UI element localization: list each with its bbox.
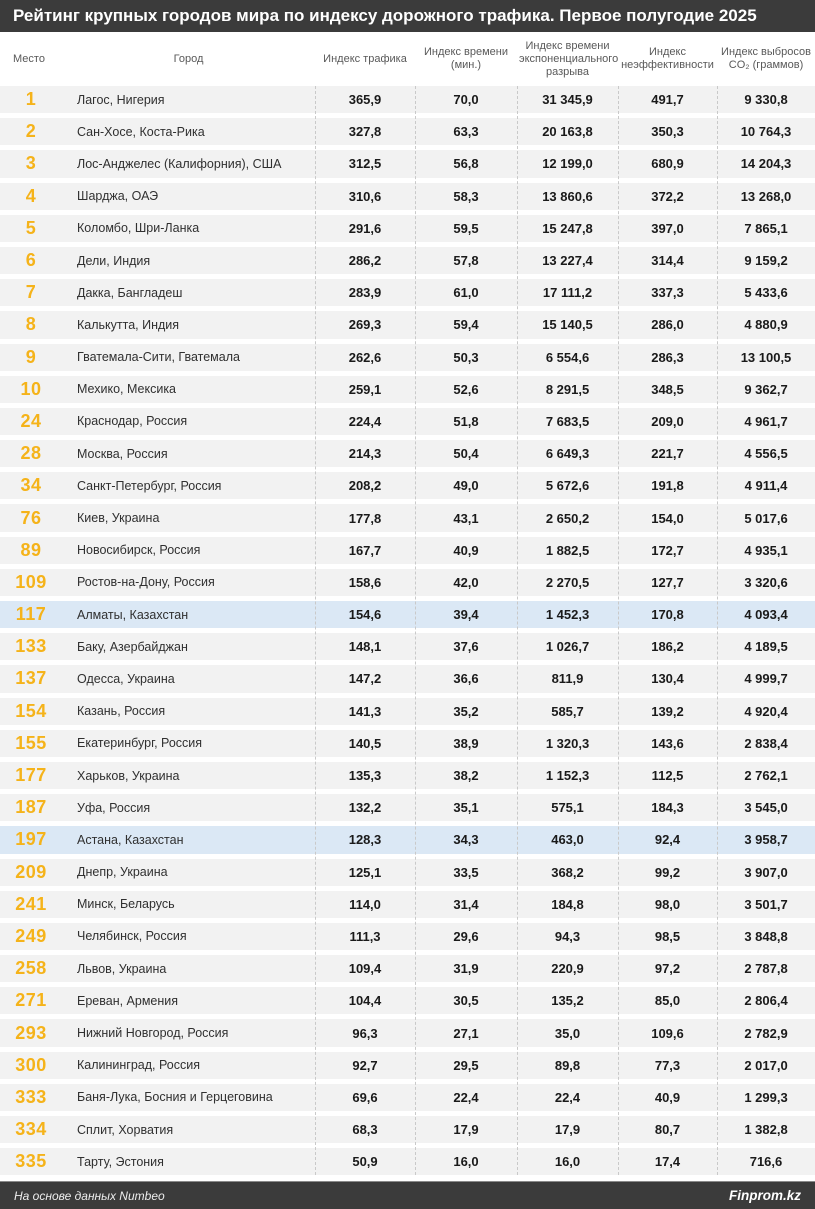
traffic-index-cell: 135,3 [348, 768, 382, 784]
co2-index-cell: 4 911,4 [744, 478, 788, 494]
table-row [0, 440, 815, 467]
city-cell: Дели, Индия [77, 253, 151, 268]
inefficiency-index-cell: 99,2 [654, 864, 681, 880]
co2-index-cell: 3 320,6 [744, 574, 788, 590]
column-header-time-index: Индекс времени (мин.) [424, 46, 508, 71]
co2-index-cell: 4 880,9 [744, 317, 788, 333]
time-index-cell: 42,0 [453, 574, 479, 590]
traffic-index-cell: 310,6 [348, 188, 382, 204]
table-row [0, 1116, 815, 1143]
co2-index-cell: 4 189,5 [744, 639, 788, 655]
time-index-cell: 59,4 [453, 317, 479, 333]
time-index-cell: 33,5 [453, 864, 479, 880]
city-cell: Харьков, Украина [77, 768, 180, 783]
traffic-index-cell: 291,6 [348, 220, 382, 236]
table-row [0, 633, 815, 660]
inefficiency-index-cell: 85,0 [654, 993, 681, 1009]
inefficiency-index-cell: 172,7 [651, 542, 684, 558]
table-row [0, 118, 815, 145]
rank-cell: 271 [15, 990, 47, 1011]
data-source-note: На основе данных Numbeo [14, 1188, 165, 1203]
footer [0, 1181, 815, 1209]
city-cell: Баку, Азербайджан [77, 639, 188, 654]
inefficiency-index-cell: 186,2 [651, 639, 684, 655]
co2-index-cell: 2 017,0 [744, 1057, 788, 1073]
time-exp-index-cell: 368,2 [551, 864, 584, 880]
city-cell: Шарджа, ОАЭ [77, 189, 159, 204]
table-body [0, 86, 815, 1175]
time-index-cell: 57,8 [453, 253, 479, 269]
traffic-index-cell: 125,1 [348, 864, 382, 880]
time-index-cell: 50,3 [453, 349, 479, 365]
co2-index-cell: 2 787,8 [744, 961, 788, 977]
co2-index-cell: 2 762,1 [744, 768, 788, 784]
column-header-time-exp-index: Индекс времени экспоненциального разрыва [519, 39, 619, 78]
traffic-index-cell: 141,3 [348, 703, 382, 719]
traffic-index-cell: 177,8 [348, 510, 382, 526]
co2-index-cell: 10 764,3 [740, 124, 792, 140]
traffic-index-cell: 269,3 [348, 317, 382, 333]
traffic-index-cell: 312,5 [348, 156, 382, 172]
co2-index-cell: 2 806,4 [744, 993, 788, 1009]
table-row [0, 955, 815, 982]
time-exp-index-cell: 1 026,7 [545, 639, 590, 655]
time-exp-index-cell: 94,3 [554, 928, 581, 944]
time-exp-index-cell: 35,0 [554, 1025, 581, 1041]
rank-cell: 76 [20, 507, 42, 528]
time-index-cell: 56,8 [453, 156, 479, 172]
time-exp-index-cell: 5 672,6 [545, 478, 590, 494]
traffic-index-cell: 104,4 [348, 993, 382, 1009]
city-cell: Ереван, Армения [77, 993, 179, 1008]
time-exp-index-cell: 12 199,0 [542, 156, 593, 172]
rank-cell: 133 [15, 636, 47, 657]
city-cell: Казань, Россия [77, 704, 166, 719]
traffic-index-cell: 167,7 [348, 542, 382, 558]
column-header-co2-index: Индекс выбросов CO₂ (граммов) [721, 46, 811, 71]
inefficiency-index-cell: 680,9 [651, 156, 684, 172]
traffic-index-cell: 283,9 [348, 285, 382, 301]
co2-index-cell: 3 848,8 [744, 928, 788, 944]
traffic-index-cell: 154,6 [348, 607, 382, 623]
city-cell: Львов, Украина [77, 961, 167, 976]
inefficiency-index-cell: 109,6 [651, 1025, 684, 1041]
inefficiency-index-cell: 191,8 [651, 478, 684, 494]
table-row [0, 665, 815, 692]
inefficiency-index-cell: 397,0 [651, 220, 684, 236]
traffic-index-cell: 140,5 [348, 735, 382, 751]
co2-index-cell: 1 299,3 [744, 1089, 788, 1105]
traffic-index-cell: 114,0 [349, 896, 381, 912]
column-headers [0, 32, 815, 86]
time-exp-index-cell: 1 452,3 [545, 607, 590, 623]
traffic-index-cell: 50,9 [352, 1154, 378, 1170]
rank-cell: 8 [25, 314, 37, 335]
time-index-cell: 39,4 [453, 607, 479, 623]
co2-index-cell: 13 268,0 [740, 188, 792, 204]
time-index-cell: 31,9 [453, 961, 479, 977]
city-cell: Тарту, Эстония [77, 1154, 164, 1169]
time-index-cell: 38,9 [453, 735, 479, 751]
time-index-cell: 52,6 [453, 381, 479, 397]
table-row [0, 183, 815, 210]
inefficiency-index-cell: 286,0 [651, 317, 684, 333]
rank-cell: 3 [25, 153, 37, 174]
table-row [0, 150, 815, 177]
city-cell: Алматы, Казахстан [77, 607, 189, 622]
co2-index-cell: 13 100,5 [740, 349, 792, 365]
time-index-cell: 51,8 [453, 413, 479, 429]
city-cell: Санкт-Петербург, Россия [77, 478, 222, 493]
time-index-cell: 27,1 [453, 1025, 479, 1041]
traffic-index-cell: 262,6 [348, 349, 382, 365]
rank-cell: 258 [15, 958, 47, 979]
time-exp-index-cell: 17 111,2 [542, 285, 593, 301]
rank-cell: 24 [20, 410, 42, 431]
rank-cell: 293 [15, 1022, 47, 1043]
inefficiency-index-cell: 80,7 [654, 1122, 681, 1138]
city-cell: Лагос, Нигерия [77, 92, 165, 107]
co2-index-cell: 4 935,1 [744, 542, 788, 558]
traffic-index-cell: 96,3 [352, 1025, 378, 1041]
rank-cell: 4 [25, 185, 37, 206]
time-index-cell: 30,5 [453, 993, 479, 1009]
traffic-index-cell: 69,6 [352, 1089, 378, 1105]
co2-index-cell: 3 545,0 [744, 800, 788, 816]
co2-index-cell: 4 920,4 [744, 703, 788, 719]
city-cell: Киев, Украина [77, 511, 160, 526]
city-cell: Новосибирск, Россия [77, 543, 201, 558]
rank-cell: 177 [15, 765, 47, 786]
city-cell: Уфа, Россия [77, 800, 151, 815]
inefficiency-index-cell: 139,2 [651, 703, 684, 719]
traffic-index-cell: 92,7 [352, 1057, 378, 1073]
time-exp-index-cell: 15 140,5 [542, 317, 593, 333]
table-row [0, 698, 815, 725]
city-cell: Одесса, Украина [77, 671, 175, 686]
table-row [0, 794, 815, 821]
time-index-cell: 43,1 [453, 510, 479, 526]
table-row [0, 569, 815, 596]
time-index-cell: 36,6 [453, 671, 479, 687]
time-index-cell: 50,4 [453, 446, 479, 462]
table-row [0, 601, 815, 628]
time-index-cell: 58,3 [453, 188, 479, 204]
city-cell: Москва, Россия [77, 446, 168, 461]
table-row [0, 923, 815, 950]
time-index-cell: 22,4 [453, 1089, 479, 1105]
inefficiency-index-cell: 92,4 [654, 832, 681, 848]
table-row [0, 408, 815, 435]
time-index-cell: 61,0 [453, 285, 479, 301]
city-cell: Сплит, Хорватия [77, 1122, 174, 1137]
table-row [0, 762, 815, 789]
rank-cell: 9 [25, 346, 37, 367]
rank-cell: 154 [15, 700, 47, 721]
co2-index-cell: 1 382,8 [744, 1122, 788, 1138]
inefficiency-index-cell: 98,5 [654, 928, 681, 944]
rank-cell: 7 [25, 282, 37, 303]
time-exp-index-cell: 6 554,6 [545, 349, 590, 365]
time-exp-index-cell: 463,0 [551, 832, 584, 848]
traffic-index-cell: 111,3 [349, 928, 381, 944]
rank-cell: 2 [25, 121, 37, 142]
rank-cell: 334 [15, 1119, 47, 1140]
table-row [0, 826, 815, 853]
rank-cell: 1 [25, 89, 37, 110]
table-row [0, 344, 815, 371]
co2-index-cell: 3 958,7 [744, 832, 788, 848]
city-cell: Нижний Новгород, Россия [77, 1026, 229, 1041]
city-cell: Дакка, Бангладеш [77, 285, 183, 300]
column-header-inefficiency-index: Индекс неэффективности [621, 46, 714, 71]
time-exp-index-cell: 220,9 [551, 961, 584, 977]
inefficiency-index-cell: 350,3 [651, 124, 684, 140]
rank-cell: 209 [15, 861, 47, 882]
inefficiency-index-cell: 209,0 [651, 413, 684, 429]
table-row [0, 730, 815, 757]
time-index-cell: 29,6 [453, 928, 479, 944]
time-exp-index-cell: 89,8 [554, 1057, 581, 1073]
rank-cell: 300 [15, 1054, 47, 1075]
inefficiency-index-cell: 286,3 [651, 349, 684, 365]
inefficiency-index-cell: 184,3 [651, 800, 684, 816]
rank-cell: 249 [15, 925, 47, 946]
time-index-cell: 59,5 [453, 220, 479, 236]
co2-index-cell: 716,6 [749, 1154, 783, 1170]
inefficiency-index-cell: 130,4 [651, 671, 684, 687]
time-exp-index-cell: 15 247,8 [542, 220, 593, 236]
table-row [0, 279, 815, 306]
traffic-index-cell: 158,6 [348, 574, 382, 590]
rank-cell: 10 [20, 378, 42, 399]
table-row [0, 1084, 815, 1111]
co2-index-cell: 14 204,3 [740, 156, 792, 172]
co2-index-cell: 5 433,6 [744, 285, 788, 301]
time-exp-index-cell: 1 882,5 [545, 542, 590, 558]
time-exp-index-cell: 16,0 [554, 1154, 581, 1170]
traffic-index-cell: 327,8 [348, 124, 382, 140]
table-row [0, 504, 815, 531]
city-cell: Лос-Анджелес (Калифорния), США [77, 156, 282, 171]
table-row [0, 215, 815, 242]
co2-index-cell: 4 999,7 [744, 671, 788, 687]
column-header-traffic-index: Индекс трафика [323, 52, 407, 65]
time-index-cell: 16,0 [453, 1154, 479, 1170]
time-exp-index-cell: 585,7 [551, 703, 584, 719]
time-index-cell: 40,9 [453, 542, 479, 558]
table-row [0, 987, 815, 1014]
time-exp-index-cell: 135,2 [551, 993, 584, 1009]
time-exp-index-cell: 31 345,9 [542, 92, 593, 108]
traffic-index-cell: 68,3 [352, 1122, 378, 1138]
traffic-index-cell: 128,3 [348, 832, 382, 848]
traffic-index-cell: 109,4 [348, 961, 382, 977]
city-cell: Астана, Казахстан [77, 832, 184, 847]
time-exp-index-cell: 22,4 [554, 1089, 581, 1105]
co2-index-cell: 4 093,4 [744, 607, 788, 623]
inefficiency-index-cell: 112,5 [651, 768, 684, 784]
rank-cell: 28 [20, 443, 42, 464]
traffic-index-cell: 214,3 [348, 446, 382, 462]
co2-index-cell: 7 865,1 [744, 220, 788, 236]
table-row [0, 891, 815, 918]
page-title: Рейтинг крупных городов мира по индексу дорожного трафика. Первое полугодие 2025 [0, 0, 815, 32]
time-exp-index-cell: 6 649,3 [545, 446, 590, 462]
table-row [0, 311, 815, 338]
inefficiency-index-cell: 40,9 [654, 1089, 681, 1105]
inefficiency-index-cell: 491,7 [651, 92, 684, 108]
traffic-index-cell: 224,4 [348, 413, 382, 429]
inefficiency-index-cell: 337,3 [651, 285, 684, 301]
time-exp-index-cell: 811,9 [551, 671, 584, 687]
co2-index-cell: 3 501,7 [744, 896, 788, 912]
time-exp-index-cell: 2 270,5 [545, 574, 590, 590]
inefficiency-index-cell: 348,5 [651, 381, 684, 397]
column-header-city: Город [173, 52, 204, 65]
rank-cell: 34 [20, 475, 42, 496]
traffic-index-cell: 147,2 [348, 671, 382, 687]
time-exp-index-cell: 7 683,5 [545, 413, 590, 429]
rank-cell: 5 [25, 217, 37, 238]
table-row [0, 247, 815, 274]
city-cell: Мехико, Мексика [77, 382, 177, 397]
co2-index-cell: 4 556,5 [744, 446, 788, 462]
time-exp-index-cell: 8 291,5 [545, 381, 590, 397]
inefficiency-index-cell: 314,4 [651, 253, 684, 269]
inefficiency-index-cell: 98,0 [654, 896, 681, 912]
traffic-index-cell: 286,2 [348, 253, 382, 269]
inefficiency-index-cell: 127,7 [651, 574, 684, 590]
inefficiency-index-cell: 77,3 [654, 1057, 681, 1073]
time-index-cell: 34,3 [453, 832, 479, 848]
time-index-cell: 17,9 [453, 1122, 479, 1138]
table-row [0, 859, 815, 886]
time-index-cell: 49,0 [453, 478, 479, 494]
traffic-index-cell: 148,1 [348, 639, 382, 655]
time-exp-index-cell: 13 227,4 [542, 253, 593, 269]
column-header-rank: Место [13, 52, 45, 65]
co2-index-cell: 9 362,7 [744, 381, 788, 397]
city-cell: Баня-Лука, Босния и Герцеговина [77, 1090, 273, 1105]
table-row [0, 1052, 815, 1079]
city-cell: Днепр, Украина [77, 865, 168, 880]
co2-index-cell: 9 330,8 [744, 92, 788, 108]
city-cell: Ростов-на-Дону, Россия [77, 575, 215, 590]
city-cell: Екатеринбург, Россия [77, 736, 203, 751]
table-row [0, 1019, 815, 1046]
traffic-index-cell: 365,9 [348, 92, 382, 108]
city-cell: Калькутта, Индия [77, 317, 180, 332]
time-exp-index-cell: 2 650,2 [545, 510, 590, 526]
rank-cell: 6 [25, 250, 37, 271]
time-index-cell: 38,2 [453, 768, 479, 784]
rank-cell: 241 [15, 893, 47, 914]
time-exp-index-cell: 184,8 [551, 896, 584, 912]
brand-logo: Finprom.kz [728, 1188, 801, 1203]
time-exp-index-cell: 575,1 [551, 800, 584, 816]
time-exp-index-cell: 1 152,3 [545, 768, 590, 784]
table-row [0, 537, 815, 564]
time-index-cell: 31,4 [453, 896, 479, 912]
inefficiency-index-cell: 154,0 [651, 510, 684, 526]
rank-cell: 187 [15, 797, 47, 818]
city-cell: Сан-Хосе, Коста-Рика [77, 124, 205, 139]
time-index-cell: 35,1 [453, 800, 479, 816]
inefficiency-index-cell: 97,2 [654, 961, 681, 977]
time-index-cell: 29,5 [453, 1057, 479, 1073]
rank-cell: 335 [15, 1151, 47, 1172]
city-cell: Минск, Беларусь [77, 897, 175, 912]
co2-index-cell: 9 159,2 [744, 253, 788, 269]
rank-cell: 137 [15, 668, 47, 689]
traffic-index-cell: 259,1 [348, 381, 382, 397]
inefficiency-index-cell: 143,6 [651, 735, 684, 751]
city-cell: Краснодар, Россия [77, 414, 188, 429]
traffic-index-cell: 132,2 [348, 800, 382, 816]
table-row [0, 376, 815, 403]
co2-index-cell: 2 838,4 [744, 735, 788, 751]
city-cell: Калининград, Россия [77, 1058, 200, 1073]
time-exp-index-cell: 17,9 [554, 1122, 581, 1138]
rank-cell: 333 [15, 1086, 47, 1107]
time-index-cell: 63,3 [453, 124, 479, 140]
time-index-cell: 70,0 [453, 92, 479, 108]
inefficiency-index-cell: 170,8 [651, 607, 684, 623]
rank-cell: 197 [15, 829, 47, 850]
time-exp-index-cell: 20 163,8 [542, 124, 593, 140]
inefficiency-index-cell: 221,7 [651, 446, 684, 462]
rank-cell: 89 [20, 539, 42, 560]
rank-cell: 155 [15, 732, 47, 753]
table-row [0, 86, 815, 113]
table-row [0, 1148, 815, 1175]
time-exp-index-cell: 1 320,3 [545, 735, 590, 751]
time-exp-index-cell: 13 860,6 [542, 188, 593, 204]
co2-index-cell: 4 961,7 [744, 413, 788, 429]
rank-cell: 117 [15, 604, 47, 625]
traffic-index-cell: 208,2 [348, 478, 382, 494]
city-cell: Гватемала-Сити, Гватемала [77, 350, 240, 365]
inefficiency-index-cell: 372,2 [651, 188, 684, 204]
city-cell: Челябинск, Россия [77, 929, 187, 944]
table-row [0, 472, 815, 499]
co2-index-cell: 5 017,6 [744, 510, 788, 526]
rank-cell: 109 [15, 571, 47, 592]
co2-index-cell: 2 782,9 [744, 1025, 788, 1041]
time-index-cell: 37,6 [453, 639, 479, 655]
time-index-cell: 35,2 [453, 703, 479, 719]
city-cell: Коломбо, Шри-Ланка [77, 221, 200, 236]
inefficiency-index-cell: 17,4 [654, 1154, 681, 1170]
co2-index-cell: 3 907,0 [744, 864, 788, 880]
